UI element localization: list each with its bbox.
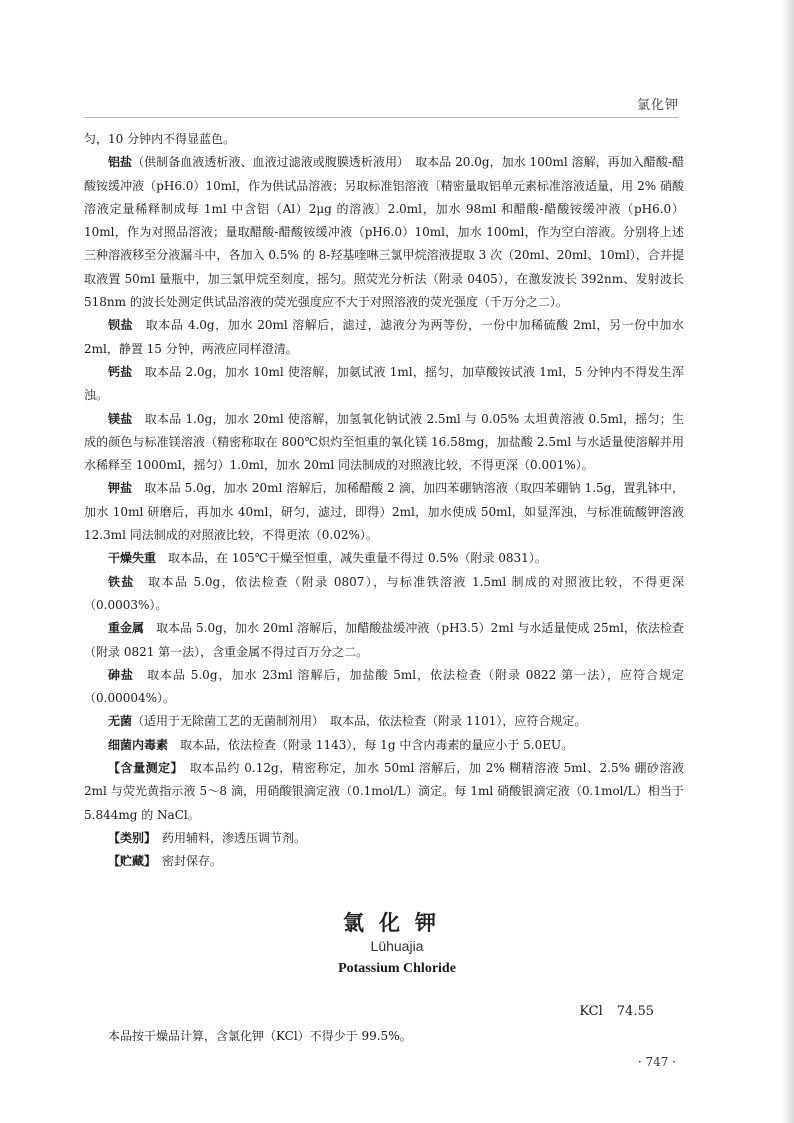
paragraph-text: 匀，10 分钟内不得显蓝色。	[84, 132, 236, 146]
paragraph-arsenic	[84, 664, 684, 711]
paragraph-endotoxins	[84, 734, 684, 757]
section-label: 钾盐	[108, 481, 133, 496]
assay-statement: 本品按干燥品计算，含氯化钾（KCl）不得少于 99.5%。	[108, 1029, 412, 1043]
section-label: 干燥失重	[108, 551, 157, 566]
paragraph-storage	[84, 850, 684, 873]
paragraph-text: （适用于无除菌工艺的无菌制剂用） 取本品，依法检查（附录 1101），应符合规定。	[132, 714, 587, 729]
section-label: 砷盐	[108, 667, 134, 682]
previous-monograph-body	[84, 128, 684, 874]
paragraph-text: （供制备血液透析液、血液过滤液或腹膜透析液用） 取本品 20.0g，加水 100ml 溶解，再加入醋酸-醋酸铵缓冲液（pH6.0）10ml，作为供试品溶液；另取标准铝溶液〔精密量取铝单元素标准溶液适量，用 2% 硝酸溶液定量稀释制成每 1ml 中含铝（Al）2μg 的溶液〕2.0ml，加水 98ml 和醋酸-醋酸铵缓冲液（pH6.0）10ml，作为对照品溶液；量取醋酸-醋酸铵缓冲液（pH6.0）10ml，加水 100ml，作为空白溶液。分别将上述三种溶液移至分液漏斗中，各加入 0.5% 的 8-羟基喹啉三氯甲烷溶液提取 3 次（20ml、20ml、10ml），合并提取液置 50ml 量瓶中，加三氯甲烷至刻度，摇匀。照荧光分析法（附录 0405），在激发波长 392nm、发射波长 518nm 的波长处测定供试品溶液的荧光强度应不大于对照溶液的荧光强度（千万分之二）。	[84, 155, 684, 310]
section-label: 【类别】	[108, 830, 151, 845]
section-label: 钡盐	[108, 318, 134, 333]
paragraph-barium	[84, 314, 684, 361]
paragraph-text: 取本品 1.0g，加水 20ml 使溶解，加氢氧化钠试液 2.5ml 与 0.05% 太坦黄溶液 0.5ml，摇匀；生成的颜色与标准镁溶液（精密称取在 800℃炽灼至恒重的氧化镁 16.58mg，加盐酸 2.5ml 与水适量使溶解并用水稀释至 1000ml，摇匀）1.0ml，加水 20ml 同法制成的对照液比较，不得更深（0.001%）。	[84, 411, 684, 473]
monograph-title-pinyin: Lühuajia	[370, 938, 424, 954]
section-label: 钙盐	[108, 364, 133, 379]
paragraph-loss-on-drying	[84, 547, 684, 570]
section-label: 无菌	[108, 714, 133, 729]
molecular-formula-line	[579, 1004, 654, 1019]
paragraph-text: 取本品，在 105℃干燥至恒重，减失重量不得过 0.5%（附录 0831）。	[156, 551, 547, 566]
paragraph-potassium	[84, 477, 684, 547]
paragraph-sterility	[84, 710, 684, 733]
running-header-title: 氯化钾	[636, 98, 679, 113]
paragraph-text: 取本品 2.0g，加水 10ml 使溶解，加氨试液 1ml，摇匀，加草酸铵试液 1ml，5 分钟内不得发生浑浊。	[84, 364, 684, 403]
paragraph-text: 取本品 5.0g，依法检查（附录 0807），与标准铁溶液 1.5ml 制成的对照液比较，不得更深（0.0003%）。	[84, 574, 684, 612]
paragraph-magnesium	[84, 408, 684, 478]
paragraph-text: 取本品 4.0g，加水 20ml 溶解后，滤过，滤液分为两等份，一份中加稀硫酸 2ml，另一份中加水 2ml，静置 15 分钟，两液应同样澄清。	[84, 318, 684, 356]
molecular-weight: 74.55	[616, 1004, 654, 1019]
paragraph-iron	[84, 571, 684, 618]
paragraph-text: 密封保存。	[150, 854, 223, 869]
paragraph-heavy-metals	[84, 617, 684, 664]
section-label: 细菌内毒素	[108, 737, 169, 752]
paragraph-text: 取本品，依法检查（附录 1143），每 1g 中含内毒素的量应小于 5.0EU。	[168, 737, 574, 752]
paragraph-text: 取本品约 0.12g，精密称定，加水 50ml 溶解后，加 2% 糊精溶液 5ml、2.5% 硼砂溶液 2ml 与荧光黄指示液 5～8 滴，用硝酸银滴定液（0.1mol/L）滴定。每 1ml 硝酸银滴定液（0.1mol/L）相当于 5.844mg 的 NaCl。	[84, 761, 684, 822]
page-edge-shadow	[782, 0, 794, 1123]
monograph-title-english: Potassium Chloride	[338, 961, 456, 976]
section-label: 铝盐	[108, 155, 133, 170]
section-label: 【含量测定】	[108, 761, 178, 776]
molecular-formula: KCl	[579, 1004, 603, 1019]
paragraph-aluminium	[84, 151, 684, 314]
section-label: 镁盐	[108, 411, 133, 426]
paragraph-text: 药用辅料，渗透压调节剂。	[150, 830, 307, 845]
section-label: 重金属	[108, 621, 145, 636]
paragraph-category	[84, 827, 684, 850]
paragraph-text: 取本品 5.0g，加水 20ml 溶解后，加醋酸盐缓冲液（pH3.5）2ml 与水适量使成 25ml，依法检查（附录 0821 第一法），含重金属不得过百万分之二。	[84, 621, 684, 659]
page-number: · 747 ·	[637, 1055, 676, 1069]
paragraph-calcium	[84, 361, 684, 408]
header-rule	[84, 117, 679, 118]
paragraph-text: 取本品 5.0g，加水 20ml 溶解后，加稀醋酸 2 滴，加四苯硼钠溶液（取四苯硼钠 1.5g，置乳钵中，加水 10ml 研磨后，再加水 40ml，研匀，滤过，即得）2ml，加水使成 50ml，如显浑浊，与标准硫酸钾溶液 12.3ml 同法制成的对照液比较，不得更浓（0.02%）。	[84, 481, 684, 543]
section-label: 【贮藏】	[108, 854, 151, 869]
section-label: 铁盐	[108, 574, 135, 589]
paragraph-assay	[84, 757, 684, 827]
paragraph-continuation	[84, 128, 684, 151]
monograph-title-chinese: 氯化钾	[343, 911, 451, 935]
paragraph-text: 取本品 5.0g，加水 23ml 溶解后，加盐酸 5ml，依法检查（附录 0822 第一法），应符合规定（0.00004%）。	[84, 667, 684, 706]
